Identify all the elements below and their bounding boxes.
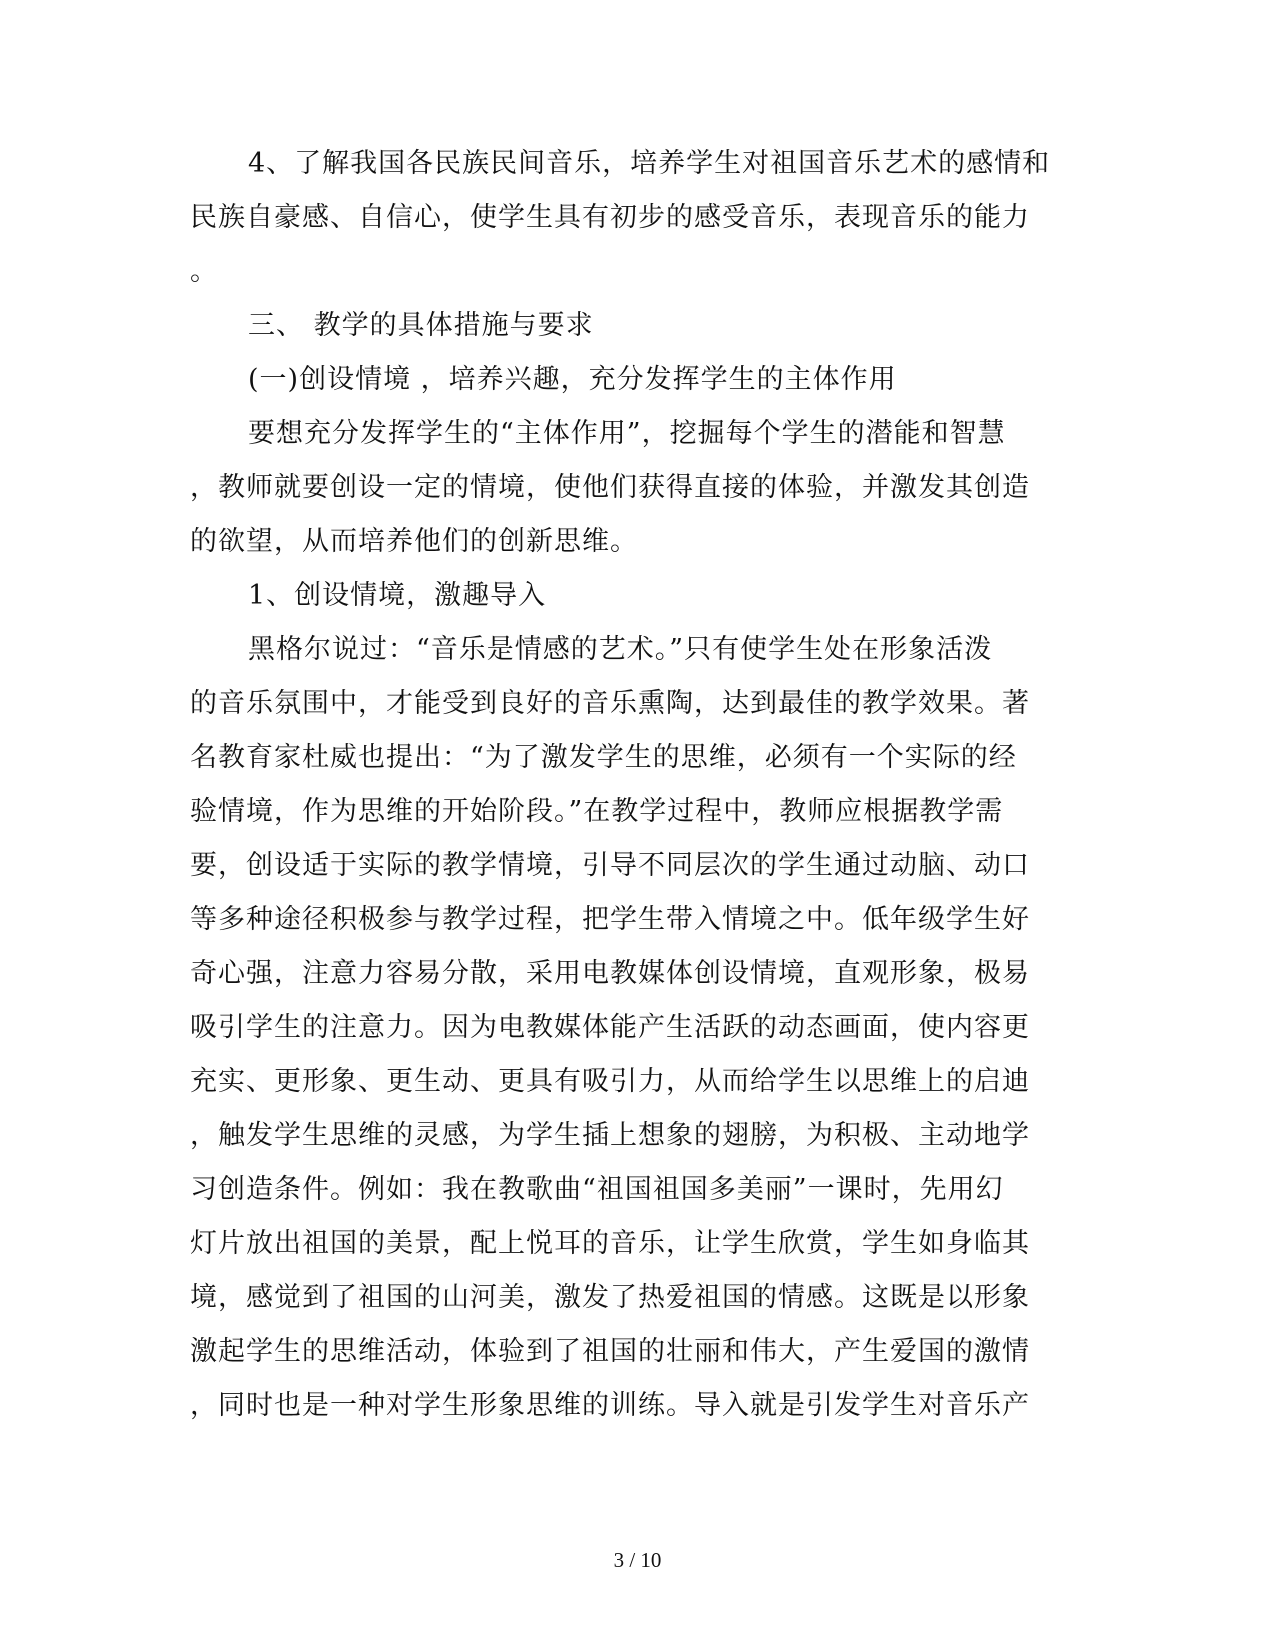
text-line-7: ，教师就要创设一定的情境，使他们获得直接的体验，并激发其创造 <box>190 472 1030 503</box>
text-line-11: 的音乐氛围中，才能受到良好的音乐熏陶，达到最佳的教学效果。著 <box>190 688 1030 719</box>
text-line-3: 。 <box>190 256 218 287</box>
text-line-2: 民族自豪感、自信心，使学生具有初步的感受音乐，表现音乐的能力 <box>190 202 1030 233</box>
text-line-24: ，同时也是一种对学生形象思维的训练。导入就是引发学生对音乐产 <box>190 1390 1030 1421</box>
section-heading: 三、 教学的具体措施与要求 <box>248 310 594 341</box>
text-line-19: ，触发学生思维的灵感，为学生插上想象的翅膀，为积极、主动地学 <box>190 1120 1030 1151</box>
text-line-8: 的欲望，从而培养他们的创新思维。 <box>190 526 638 557</box>
text-line-12: 名教育家杜威也提出：“为了激发学生的思维，必须有一个实际的经 <box>190 742 1017 773</box>
subsection-heading: (一)创设情境 ，培养兴趣，充分发挥学生的主体作用 <box>248 364 897 395</box>
text-line-14: 要，创设适于实际的教学情境，引导不同层次的学生通过动脑、动口 <box>190 850 1030 881</box>
text-line-16: 奇心强，注意力容易分散，采用电教媒体创设情境，直观形象，极易 <box>190 958 1030 989</box>
item-heading: 1、创设情境，激趣导入 <box>248 580 547 611</box>
text-line-13: 验情境，作为思维的开始阶段。”在教学过程中，教师应根据教学需 <box>190 796 1004 827</box>
text-line-18: 充实、更形象、更生动、更具有吸引力，从而给学生以思维上的启迪 <box>190 1066 1030 1097</box>
text-line-1: 4、了解我国各民族民间音乐，培养学生对祖国音乐艺术的感情和 <box>248 148 1051 179</box>
text-line-15: 等多种途径积极参与教学过程，把学生带入情境之中。低年级学生好 <box>190 904 1030 935</box>
text-line-21: 灯片放出祖国的美景，配上悦耳的音乐，让学生欣赏，学生如身临其 <box>190 1228 1030 1259</box>
text-line-20: 习创造条件。例如：我在教歌曲“祖国祖国多美丽”一课时，先用幻 <box>190 1174 1004 1205</box>
text-line-17: 吸引学生的注意力。因为电教媒体能产生活跃的动态画面，使内容更 <box>190 1012 1030 1043</box>
text-line-10: 黑格尔说过：“音乐是情感的艺术。”只有使学生处在形象活泼 <box>248 634 993 665</box>
text-line-22: 境，感觉到了祖国的山河美，激发了热爱祖国的情感。这既是以形象 <box>190 1282 1030 1313</box>
text-line-23: 激起学生的思维活动，体验到了祖国的壮丽和伟大，产生爱国的激情 <box>190 1336 1030 1367</box>
text-line-6: 要想充分发挥学生的“主体作用”，挖掘每个学生的潜能和智慧 <box>248 418 1006 449</box>
page-number: 3 / 10 <box>613 1548 662 1572</box>
